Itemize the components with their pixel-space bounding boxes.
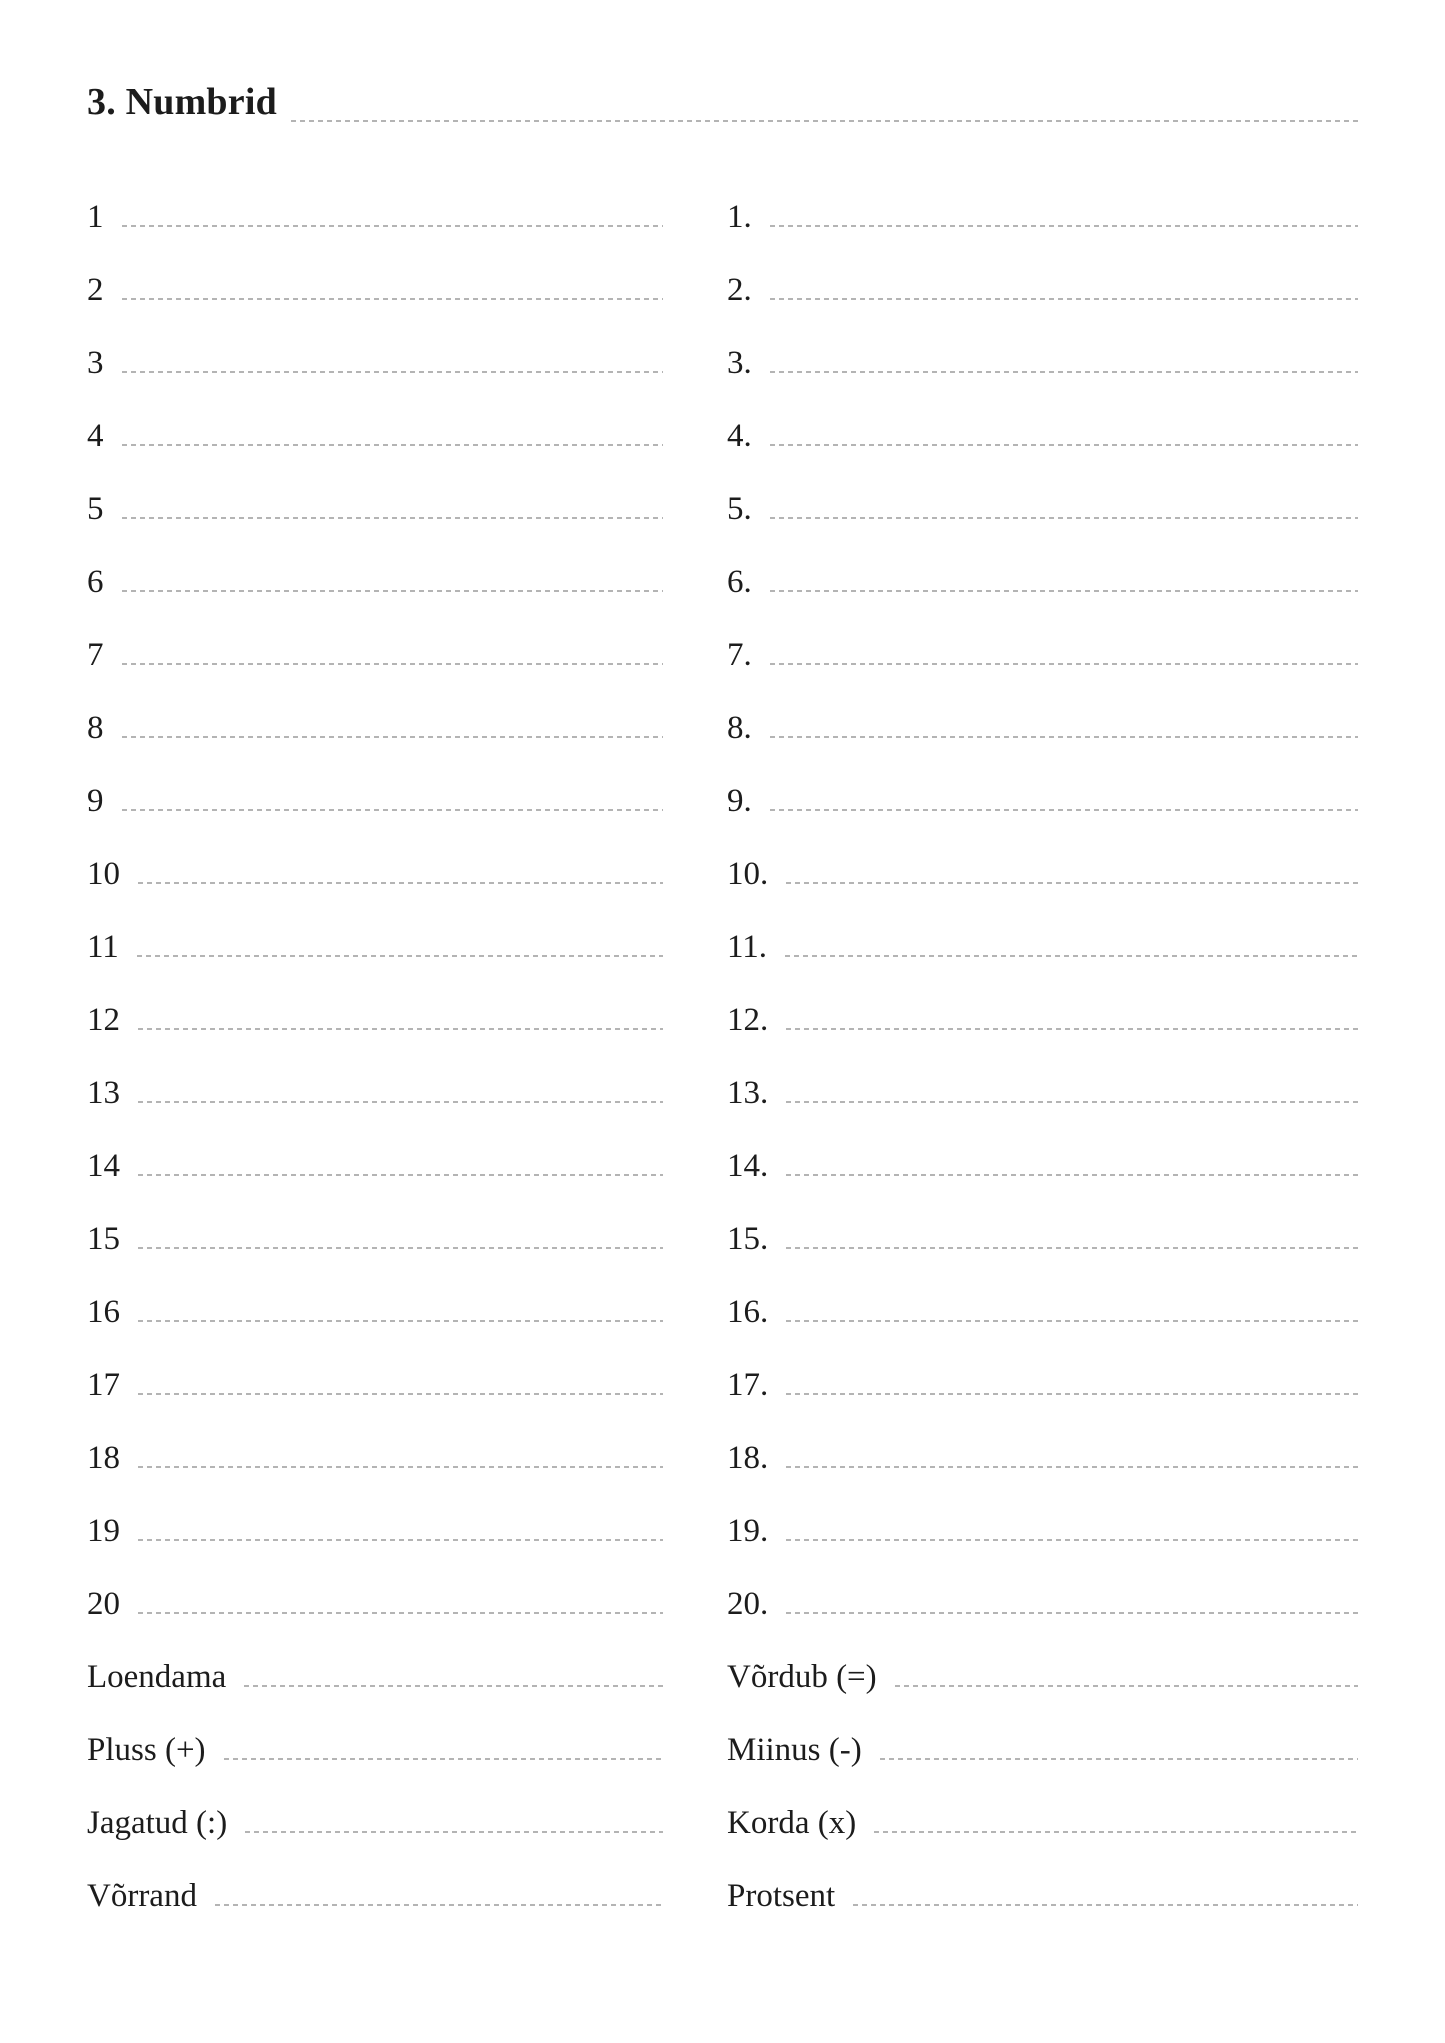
entry-row (87, 984, 663, 1057)
entry-row (87, 1787, 663, 1860)
entry-row (727, 1057, 1358, 1130)
answer-line (785, 955, 1358, 957)
entry-label: 18. (727, 1440, 769, 1476)
entry-row (727, 1203, 1358, 1276)
answer-line (122, 663, 664, 665)
section-header (87, 80, 1358, 124)
entry-row (727, 838, 1358, 911)
entry-label: 2. (727, 272, 752, 308)
entry-row (87, 1568, 663, 1641)
answer-line (122, 736, 664, 738)
entry-row (87, 400, 663, 473)
answer-line (770, 809, 1358, 811)
entry-row (87, 692, 663, 765)
answer-line (138, 882, 663, 884)
entry-row (87, 619, 663, 692)
entry-row (727, 1714, 1358, 1787)
entry-label: 7. (727, 637, 752, 673)
entry-row (727, 765, 1358, 838)
entry-label: 4. (727, 418, 752, 454)
answer-line (215, 1904, 663, 1906)
entry-label: 3 (87, 345, 104, 381)
entry-label: 18 (87, 1440, 120, 1476)
entry-row (727, 400, 1358, 473)
entry-row (87, 1130, 663, 1203)
entry-row (87, 254, 663, 327)
answer-line (122, 517, 664, 519)
entry-row (87, 1641, 663, 1714)
entry-label: 14. (727, 1148, 769, 1184)
answer-line (138, 1466, 663, 1468)
entry-label: 10 (87, 856, 120, 892)
entry-label: Võrrand (87, 1878, 197, 1914)
entry-label: Protsent (727, 1878, 836, 1914)
entry-row (87, 1276, 663, 1349)
answer-line (122, 225, 664, 227)
entry-label: 8 (87, 710, 104, 746)
entry-label: 1. (727, 199, 752, 235)
answer-line (138, 1612, 663, 1614)
entry-label: 16. (727, 1294, 769, 1330)
entry-label: 9 (87, 783, 104, 819)
answer-line (786, 1247, 1358, 1249)
entries-grid (87, 181, 1358, 1933)
entry-row (87, 838, 663, 911)
answer-line (122, 298, 664, 300)
right-column (727, 181, 1358, 1933)
answer-line (770, 444, 1358, 446)
entry-row (87, 327, 663, 400)
entry-row (87, 1714, 663, 1787)
answer-line (122, 590, 664, 592)
answer-line (138, 1028, 663, 1030)
entry-row (727, 984, 1358, 1057)
entry-label: 15 (87, 1221, 120, 1257)
entry-row (727, 692, 1358, 765)
entry-label: 7 (87, 637, 104, 673)
entry-row (727, 1349, 1358, 1422)
answer-line (770, 517, 1358, 519)
entry-row (87, 765, 663, 838)
entry-label: 16 (87, 1294, 120, 1330)
entry-label: 15. (727, 1221, 769, 1257)
entry-label: 11. (727, 929, 768, 965)
entry-row (727, 1495, 1358, 1568)
answer-line (224, 1758, 663, 1760)
entry-label: Korda (x) (727, 1805, 857, 1841)
answer-line (138, 1247, 663, 1249)
answer-line (880, 1758, 1358, 1760)
answer-line (895, 1685, 1358, 1687)
entry-row (87, 1203, 663, 1276)
answer-line (786, 1466, 1358, 1468)
entry-label: 13 (87, 1075, 120, 1111)
answer-line (786, 882, 1358, 884)
entry-label: 20 (87, 1586, 120, 1622)
entry-label: 6 (87, 564, 104, 600)
answer-line (853, 1904, 1358, 1906)
entry-label: 5 (87, 491, 104, 527)
answer-line (786, 1320, 1358, 1322)
entry-row (727, 1641, 1358, 1714)
answer-line (770, 663, 1358, 665)
answer-line (770, 590, 1358, 592)
answer-line (122, 371, 664, 373)
answer-line (786, 1028, 1358, 1030)
page-title: 3. Numbrid (87, 81, 277, 123)
entry-row (727, 619, 1358, 692)
entry-label: 6. (727, 564, 752, 600)
entry-row (727, 1130, 1358, 1203)
entry-row (87, 911, 663, 984)
entry-label: 19. (727, 1513, 769, 1549)
entry-row (87, 546, 663, 619)
entry-label: 12 (87, 1002, 120, 1038)
entry-row (87, 1495, 663, 1568)
entry-row (727, 546, 1358, 619)
entry-label: 10. (727, 856, 769, 892)
entry-label: 19 (87, 1513, 120, 1549)
answer-line (770, 225, 1358, 227)
answer-line (786, 1174, 1358, 1176)
entry-label: 4 (87, 418, 104, 454)
entry-row (727, 1276, 1358, 1349)
answer-line (770, 736, 1358, 738)
entry-label: 11 (87, 929, 119, 965)
entry-row (727, 1787, 1358, 1860)
answer-line (138, 1393, 663, 1395)
entry-label: 14 (87, 1148, 120, 1184)
entry-label: 17 (87, 1367, 120, 1403)
entry-label: 5. (727, 491, 752, 527)
entry-row (727, 1860, 1358, 1933)
entry-label: 12. (727, 1002, 769, 1038)
entry-label: 2 (87, 272, 104, 308)
answer-line (245, 1831, 663, 1833)
entry-label: 8. (727, 710, 752, 746)
entry-row (727, 327, 1358, 400)
answer-line (244, 1685, 663, 1687)
entry-row (87, 1057, 663, 1130)
answer-line (786, 1393, 1358, 1395)
answer-line (138, 1174, 663, 1176)
entry-row (727, 181, 1358, 254)
answer-line (770, 371, 1358, 373)
answer-line (770, 298, 1358, 300)
entry-label: Loendama (87, 1659, 227, 1695)
entry-row (727, 1568, 1358, 1641)
entry-label: 20. (727, 1586, 769, 1622)
entry-row (87, 1860, 663, 1933)
entry-label: 3. (727, 345, 752, 381)
entry-row (727, 1422, 1358, 1495)
answer-line (122, 444, 664, 446)
answer-line (137, 955, 663, 957)
entry-label: Võrdub (=) (727, 1659, 877, 1695)
entry-label: Miinus (-) (727, 1732, 862, 1768)
entry-row (87, 1349, 663, 1422)
entry-row (727, 911, 1358, 984)
entry-row (87, 1422, 663, 1495)
title-dashed-line (291, 120, 1358, 122)
entry-label: Jagatud (:) (87, 1805, 228, 1841)
entry-row (727, 473, 1358, 546)
entry-label: 9. (727, 783, 752, 819)
entry-label: 13. (727, 1075, 769, 1111)
answer-line (786, 1612, 1358, 1614)
answer-line (786, 1539, 1358, 1541)
answer-line (138, 1320, 663, 1322)
entry-label: Pluss (+) (87, 1732, 206, 1768)
entry-row (727, 254, 1358, 327)
answer-line (138, 1101, 663, 1103)
answer-line (874, 1831, 1358, 1833)
answer-line (122, 809, 664, 811)
entry-label: 17. (727, 1367, 769, 1403)
answer-line (786, 1101, 1358, 1103)
entry-label: 1 (87, 199, 104, 235)
entry-row (87, 473, 663, 546)
left-column (87, 181, 663, 1933)
answer-line (138, 1539, 663, 1541)
entry-row (87, 181, 663, 254)
